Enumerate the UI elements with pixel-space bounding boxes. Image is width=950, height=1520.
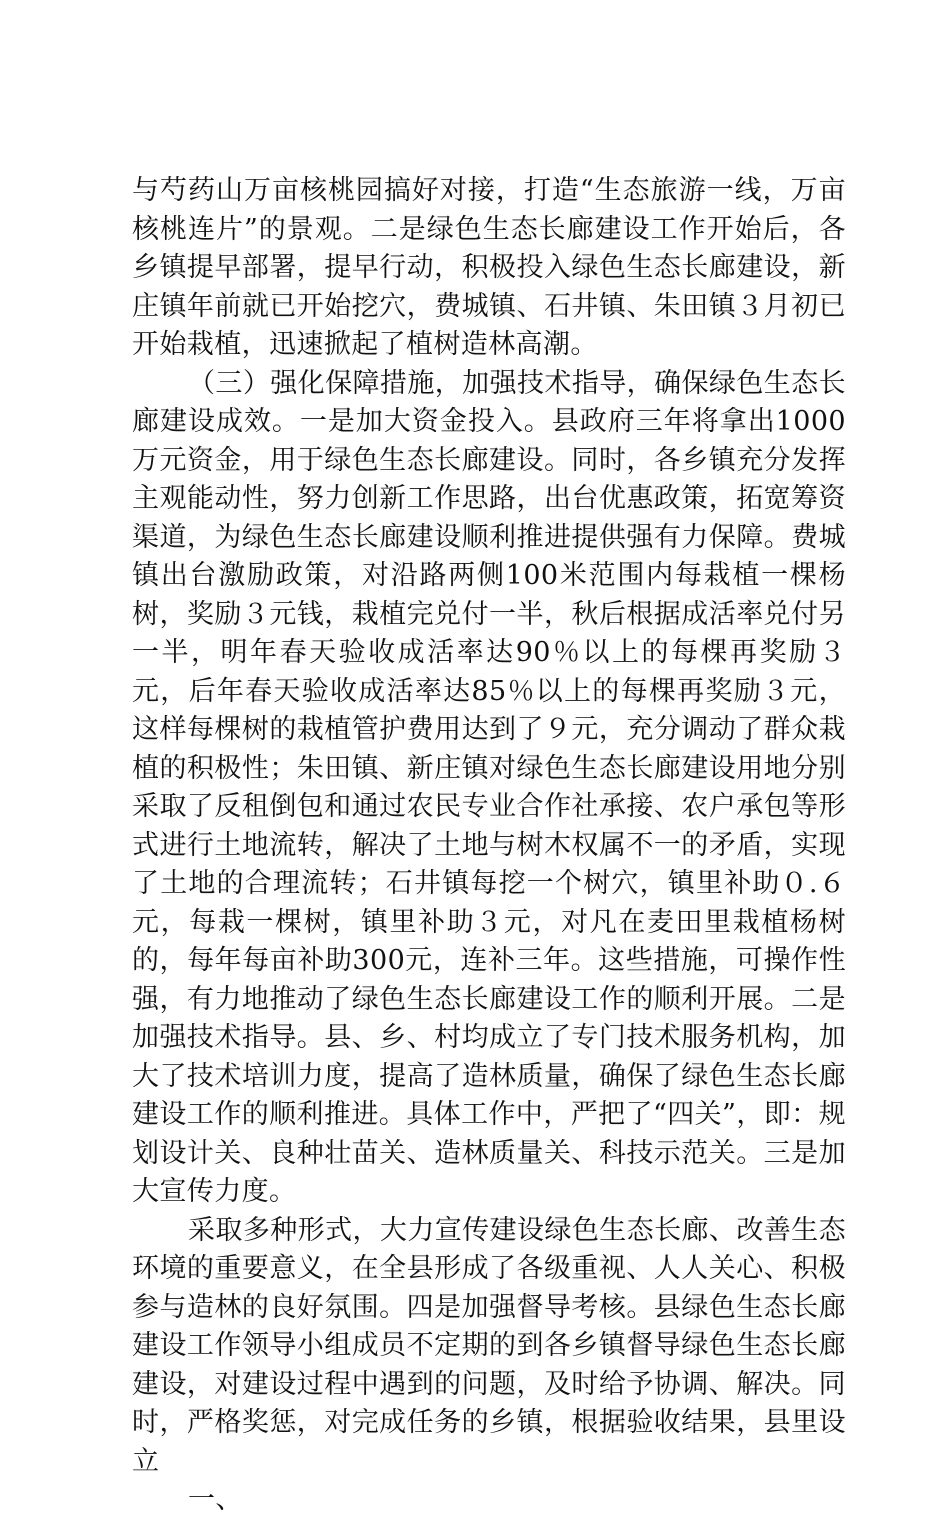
paragraph-2: （三）强化保障措施，加强技术指导，确保绿色生态长廊建设成效。一是加大资金投入。县政府三年将拿出1000万元资金，用于绿色生态长廊建设。同时，各乡镇充分发挥主观能动性，努力创新工作思路，出台优惠政策，拓宽筹资渠道，为绿色生态长廊建设顺利推进提供强有力保障。费城镇出台激励政策，对沿路两侧100米范围内每栽植一棵杨树，奖励３元钱，栽植完兑付一半，秋后根据成活率兑付另一半，明年春天验收成活率达90％以上的每棵再奖励３元，后年春天验收成活率达85％以上的每棵再奖励３元，这样每棵树的栽植管护费用达到了９元，充分调动了群众栽植的积极性；朱田镇、新庄镇对绿色生态长廊建设用地分别采取了反租倒包和通过农民专业合作社承接、农户承包等形式进行土地流转，解决了土地与树木权属不一的矛盾，实现了土地的合理流转；石井镇每挖一个树穴，镇里补助０.６元，每栽一棵树，镇里补助３元，对凡在麦田里栽植杨树的，每年每亩补助300元，连补三年。这些措施，可操作性强，有力地推动了绿色生态长廊建设工作的顺利开展。二是加强技术指导。县、乡、村均成立了专门技术服务机构，加大了技术培训力度，提高了造林质量，确保了绿色生态长廊建设工作的顺利推进。具体工作中，严把了“四关”，即：规划设计关、良种壮苗关、造林质量关、科技示范关。三是加大宣传力度。: [132, 367, 846, 1207]
paragraph-4: 一、: [188, 1484, 243, 1515]
paragraph-1: 与芍药山万亩核桃园搞好对接，打造“生态旅游一线，万亩核桃连片”的景观。二是绿色生态长廊建设工作开始后，各乡镇提早部署，提早行动，积极投入绿色生态长廊建设，新庄镇年前就已开始挖穴，费城镇、石井镇、朱田镇３月初已开始栽植，迅速掀起了植树造林高潮。: [132, 175, 846, 360]
paragraph-3: 采取多种形式，大力宣传建设绿色生态长廊、改善生态环境的重要意义，在全县形成了各级重视、人人关心、积极参与造林的良好氛围。四是加强督导考核。县绿色生态长廊建设工作领导小组成员不定期的到各乡镇督导绿色生态长廊建设，对建设过程中遇到的问题，及时给予协调、解决。同时，严格奖惩，对完成任务的乡镇，根据验收结果，县里设立: [132, 1214, 846, 1477]
document-body: [132, 172, 846, 1520]
